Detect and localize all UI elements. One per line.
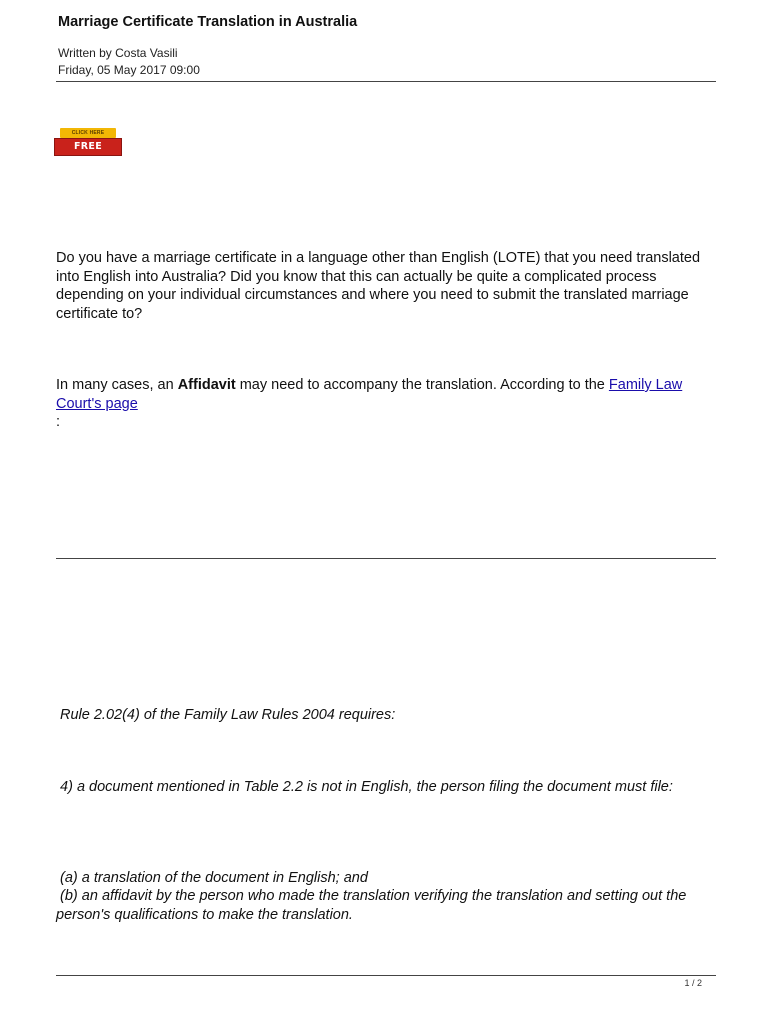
rule-reference: Rule 2.02(4) of the Family Law Rules 2004 requires: xyxy=(60,707,396,723)
affidavit-text-post: may need to accompany the translation. According to the xyxy=(235,377,609,393)
family-law-court-link[interactable]: Family Law Court's page xyxy=(56,377,683,412)
rule-a-text xyxy=(56,869,718,888)
author-line: Written by Costa Vasili xyxy=(58,46,178,60)
rule-4-content: 4) a document mentioned in Table 2.2 is not in English, the person filing the document must file: xyxy=(60,779,673,795)
section-divider xyxy=(56,558,716,559)
header-divider xyxy=(56,81,716,82)
footer-divider xyxy=(56,975,716,976)
page-title: Marriage Certificate Translation in Australia xyxy=(58,14,358,30)
affidavit-paragraph xyxy=(56,376,718,432)
free-quote-label: FREE QUOTE xyxy=(54,138,122,156)
rule-4-text xyxy=(56,778,718,797)
page-number: 1 / 2 xyxy=(684,978,702,988)
rule-b-text xyxy=(56,887,718,924)
rule-a-content: (a) a translation of the document in English; and xyxy=(60,870,368,886)
intro-paragraph: Do you have a marriage certificate in a language other than English (LOTE) that you need translated into English into Australia? Did you know that this can actually be quite a complicated process depending on your individual circumstances and where you need to submit the translated marriage certificate to? xyxy=(56,250,701,322)
affidavit-bold: Affidavit xyxy=(177,377,236,393)
click-here-ribbon: CLICK HERE xyxy=(60,128,116,138)
date-line: Friday, 05 May 2017 09:00 xyxy=(58,63,200,77)
colon: : xyxy=(56,414,61,430)
rule-b-content: (b) an affidavit by the person who made the translation verifying the translation and setting out the person's qualifications to make the translation. xyxy=(56,888,687,923)
affidavit-text-pre: In many cases, an xyxy=(56,377,178,393)
free-quote-button[interactable] xyxy=(54,128,122,168)
